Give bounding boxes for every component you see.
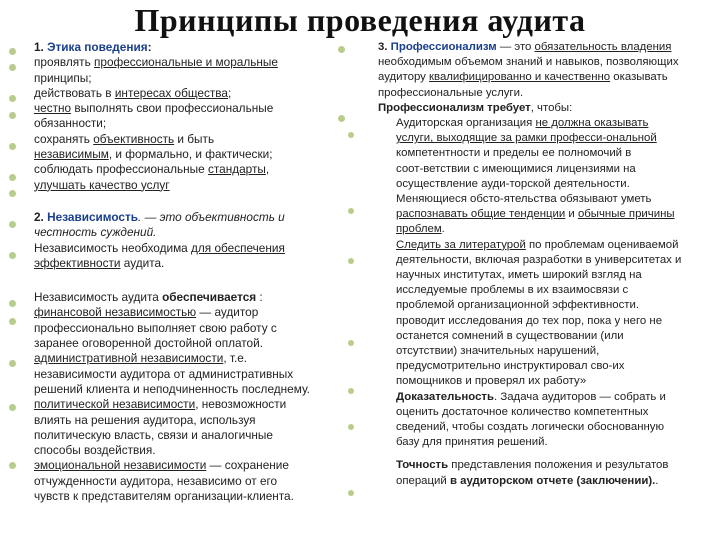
ethics-heading: 1. Этика поведения: xyxy=(34,40,152,54)
bullet-dot xyxy=(9,300,16,307)
independence-heading: 2. Независимость. — это объективность и xyxy=(34,209,285,224)
bullet-dot xyxy=(9,462,16,469)
bullet-dot xyxy=(348,388,354,394)
bullet-dot xyxy=(348,424,354,430)
bullet-dot xyxy=(9,221,16,228)
professionalism-heading: 3. Профессионализм — это обязательность владения xyxy=(378,41,672,53)
bullet-dot xyxy=(9,404,16,411)
bullet-dot xyxy=(348,208,354,214)
bullet-dot xyxy=(348,340,354,346)
bullet-dot xyxy=(9,360,16,367)
bullet-dot xyxy=(9,174,16,181)
bullet-dot xyxy=(348,490,354,496)
bullet-dot xyxy=(9,64,16,71)
bullet-dot xyxy=(348,132,354,138)
bullet-dot xyxy=(9,318,16,325)
bullet-dot xyxy=(9,252,16,259)
bullet-dot xyxy=(9,143,16,150)
page-title: Принципы проведения аудита xyxy=(134,2,586,38)
left-column: 1. Этика поведения: проявлять профессиональные и моральные принципы; действовать в интересах общества; честно выполнять свои профессиональные обязанности; сохранять объективность и быть независимым, и формально, и фактически; соблюдать профессиональные стандарты, улучшать качество услуг 2. Независимость. — это объективность и честность суждений. Независимость необходима для обеспечения эффективности аудита. Независимость аудита обеспечивается : финансовой независимостью — аудитор профессионально выполняет свою работу с заранее оговоренной достойной оплатой. административной независимости, т.е. независимости аудитора от административных решений клиента и неподчиненность последнему. политической независимости, невозможности влиять на решения аудитора, используя политическую власть, связи и аналогичные способы воздействия. эмоциональной независимости — сохранение отчужденности аудитора, независимо от его чувств к представителям организации-клиента. xyxy=(34,40,352,504)
bullet-dot xyxy=(348,258,354,264)
right-column: 3. Профессионализм — это обязательность владения необходимым объемом знаний и навыков, позволяющих аудитору квалифицированно и качественно оказывать профессиональные услуги. Профессионализм требует, чтобы: Аудиторская организация не должна оказывать услуги, выходящие за рамки професси-ональной компетентности и пределы ее полномочий в соот-ветствии с имеющимися лицензиями на осуществление ауди-торской деятельности. Меняющиеся обсто-ятельства обязывают уметь распознавать общие тенденции и обычные причины проблем. Следить за литературой по проблемам оцениваемой деятельности, включая разработки в университетах и научных институтах, иметь широкий взгляд на исследуемые проблемы в их взаимосвязи с проблемой организационной эффективности. проводит исследования до тех пор, пока у него не останется сомнений в существовании (или отсутствии) значительных нарушений, предусмотрительно инструктировал сво-их помощников и проверял их работу» Доказательность. Задача аудиторов — собрать и оценить достаточное количество компетентных сведений, чтобы создать логически обоснованную базу для принятия решений. Точность представления положения и результатов операций в аудиторском отчете (заключении).. xyxy=(378,40,710,489)
bullet-dot xyxy=(9,95,16,102)
bullet-dot xyxy=(9,48,16,55)
bullet-dot xyxy=(9,190,16,197)
bullet-dot xyxy=(9,112,16,119)
